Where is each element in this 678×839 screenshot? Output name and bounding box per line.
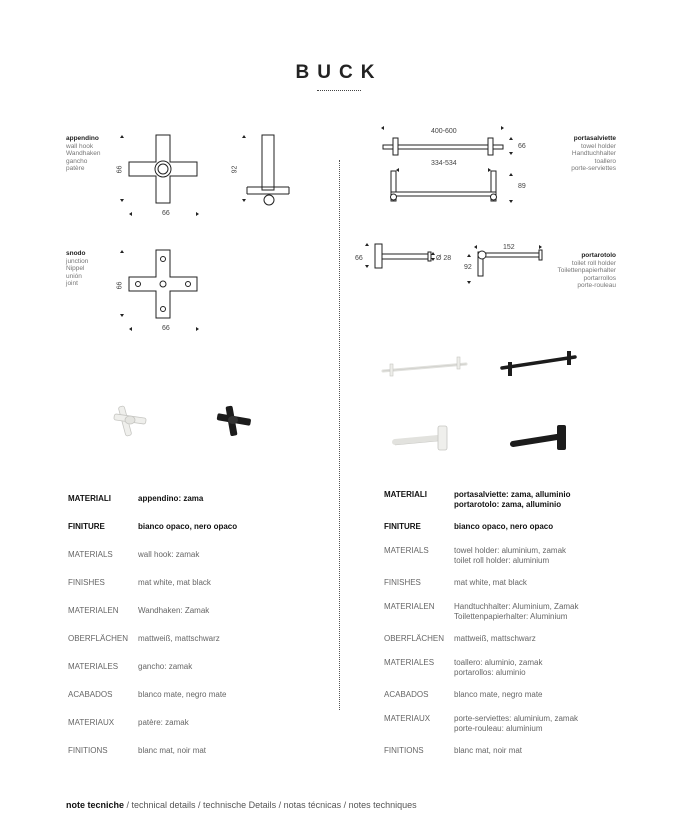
spec-key: ACABADOS	[384, 690, 429, 699]
spec-value	[138, 522, 237, 532]
appendino-line: patère	[66, 165, 85, 173]
snodo-name: snodo	[66, 250, 86, 257]
spec-value	[138, 662, 192, 672]
spec-key: MATERIALI	[384, 490, 427, 499]
spec-value-line: portarollos: aluminio	[454, 668, 526, 677]
spec-value	[138, 634, 220, 644]
spec-key: MATERIALS	[384, 546, 429, 555]
portarotolo-line: portarrollos	[583, 274, 616, 282]
spec-value-line: wall hook: zamak	[138, 550, 200, 559]
appendino-width-dim: 66	[162, 210, 170, 217]
footer-heading: note tecniche	[66, 800, 125, 810]
spec-value-line: gancho: zamak	[138, 662, 193, 671]
spec-value-line: Toilettenpapierhalter: Aluminium	[454, 612, 568, 621]
spec-key: MATERIAUX	[68, 718, 115, 727]
spec-value-line: blanco mate, negro mate	[138, 690, 227, 699]
portasalviette-name: portasalviette	[573, 135, 616, 142]
spec-value	[138, 494, 203, 504]
toilet-roll-holder-black-photo	[507, 422, 579, 454]
spec-value	[454, 522, 553, 532]
appendino-height-dim: 66	[116, 165, 124, 174]
spec-value	[138, 690, 227, 700]
spec-key: FINISHES	[68, 578, 105, 587]
snodo-front-drawing	[120, 245, 220, 335]
spec-value-line: mattweiß, mattschwarz	[138, 634, 220, 643]
portarotolo-diameter-dim: Ø 28	[436, 255, 452, 262]
spec-value-line: mattweiß, mattschwarz	[454, 634, 536, 643]
snodo-label	[66, 250, 88, 288]
snodo-line: unión	[66, 272, 82, 280]
spec-value	[454, 658, 542, 678]
spec-key: FINISHES	[384, 578, 421, 587]
portarotolo-line: Toilettenpapierhalter	[557, 267, 616, 275]
spec-value-line: Handtuchhalter: Aluminium, Zamak	[454, 602, 579, 611]
portarotolo-name: portarotolo	[581, 252, 616, 259]
spec-key: FINITIONS	[68, 746, 108, 755]
portasalviette-line: towel holder	[580, 142, 616, 150]
appendino-name: appendino	[66, 135, 99, 142]
portarotolo-label	[556, 252, 616, 290]
spec-value-line: blanc mat, noir mat	[454, 746, 523, 755]
portasalviette-height-dim: 66	[518, 143, 526, 150]
spec-value	[138, 718, 189, 728]
spec-value	[138, 578, 211, 588]
spec-key: MATERIALI	[68, 494, 111, 503]
spec-value-line: mat white, mat black	[454, 578, 527, 587]
spec-value	[454, 578, 527, 588]
portarotolo-drawing	[362, 240, 552, 290]
appendino-label	[66, 135, 100, 173]
spec-value-line: Wandhaken: Zamak	[138, 606, 210, 615]
spec-key: FINITURE	[68, 522, 105, 531]
snodo-line: Nippel	[66, 265, 85, 273]
spec-key: ACABADOS	[68, 690, 113, 699]
spec-value-line: porte-rouleau: aluminium	[454, 724, 543, 733]
spec-key: MATERIALEN	[68, 606, 119, 615]
portarotolo-line: toilet roll holder	[571, 259, 616, 267]
snodo-line: junction	[66, 257, 89, 265]
snodo-width-dim: 66	[162, 325, 170, 332]
spec-value-line: towel holder: aluminium, zamak	[454, 546, 567, 555]
spec-key: OBERFLÄCHEN	[68, 634, 129, 643]
spec-key: MATERIALEN	[384, 602, 435, 611]
title-underline	[317, 90, 361, 91]
spec-value	[454, 602, 579, 622]
towel-holder-white-photo	[378, 352, 473, 378]
spec-value-line: portarotolo: zama, alluminio	[454, 500, 562, 509]
portasalviette-drawing	[378, 125, 518, 210]
spec-value-line: bianco opaco, nero opaco	[138, 522, 238, 531]
spec-value-line: toilet roll holder: aluminium	[454, 556, 550, 565]
spec-key: FINITURE	[384, 522, 421, 531]
toilet-roll-holder-white-photo	[390, 422, 460, 454]
towel-holder-black-photo	[497, 348, 582, 378]
portasalviette-outer-dim: 400-600	[431, 128, 457, 135]
portasalviette-line: Handtuchhalter	[571, 150, 616, 158]
footer-note	[66, 800, 417, 810]
snodo-line: joint	[66, 280, 78, 288]
appendino-side-drawing	[242, 130, 302, 210]
portarotolo-line: porte-rouleau	[577, 282, 616, 290]
spec-value-line: appendino: zama	[138, 494, 204, 503]
portarotolo-height-dim: 66	[355, 255, 363, 262]
spec-key: MATERIALES	[384, 658, 435, 667]
spec-value-line: toallero: aluminio, zamak	[454, 658, 543, 667]
footer-languages: / technical details / technische Details / notas técnicas / notes techniques	[124, 800, 417, 810]
spec-value-line: blanco mate, negro mate	[454, 690, 543, 699]
portasalviette-line: porte-serviettes	[571, 165, 616, 173]
spec-value	[454, 634, 536, 644]
snodo-height-dim: 66	[116, 281, 124, 290]
spec-key: OBERFLÄCHEN	[384, 634, 445, 643]
appendino-line: wall hook	[66, 142, 94, 150]
spec-value-line: patère: zamak	[138, 718, 189, 727]
portasalviette-line: toallero	[594, 157, 616, 165]
spec-key: MATERIALS	[68, 550, 113, 559]
portarotolo-depth-dim: 92	[464, 264, 472, 271]
spec-value-line: mat white, mat black	[138, 578, 211, 587]
spec-key: FINITIONS	[384, 746, 424, 755]
spec-key: MATERIALES	[68, 662, 119, 671]
spec-value	[138, 606, 209, 616]
spec-value	[138, 746, 206, 756]
spec-value	[138, 550, 199, 560]
portasalviette-label	[556, 135, 616, 173]
appendino-line: Wandhaken	[66, 150, 101, 158]
spec-value-line: blanc mat, noir mat	[138, 746, 207, 755]
spec-value-line: portasalviette: zama, alluminio	[454, 490, 571, 499]
wall-hook-white-photo	[108, 402, 153, 442]
portasalviette-inner-dim: 334-534	[431, 160, 457, 167]
spec-value-line: bianco opaco, nero opaco	[454, 522, 554, 531]
spec-value	[454, 546, 566, 566]
wall-hook-black-photo	[212, 402, 257, 442]
spec-key: MATERIAUX	[384, 714, 431, 723]
column-divider	[339, 160, 340, 710]
appendino-line: gancho	[66, 157, 88, 165]
appendino-front-drawing	[120, 130, 220, 220]
portarotolo-length-dim: 152	[503, 244, 515, 251]
appendino-depth-dim: 92	[231, 165, 239, 174]
portasalviette-depth-dim: 89	[518, 183, 526, 190]
spec-value	[454, 690, 543, 700]
spec-value	[454, 746, 522, 756]
spec-value-line: porte-serviettes: aluminium, zamak	[454, 714, 579, 723]
spec-value	[454, 714, 578, 734]
spec-value	[454, 490, 570, 510]
page-title: BUCK	[295, 62, 383, 83]
